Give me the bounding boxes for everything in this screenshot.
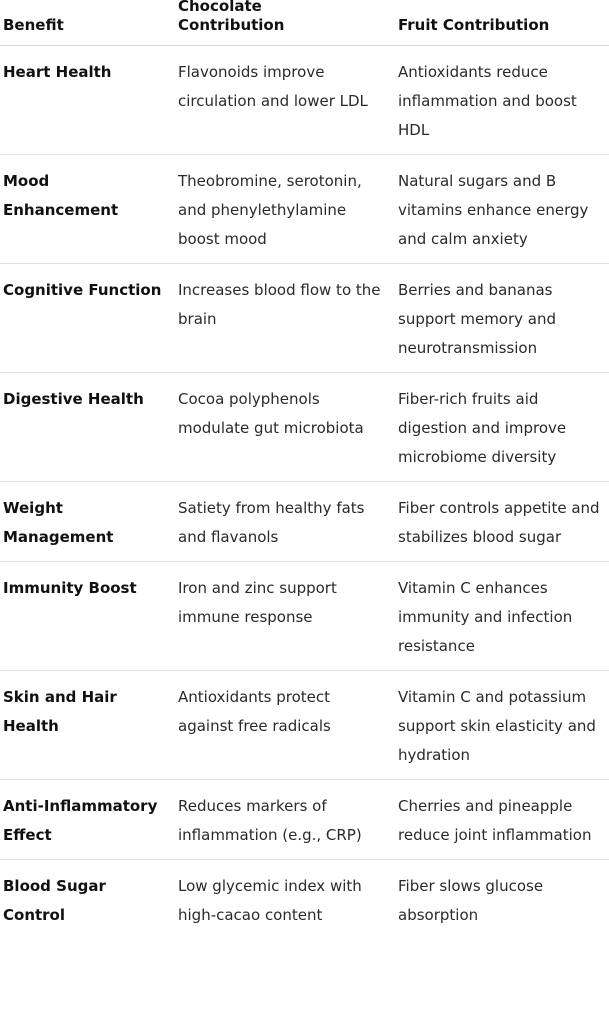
benefit-cell: Anti-Inflammatory Effect <box>3 797 158 844</box>
benefit-cell: Digestive Health <box>3 390 144 408</box>
benefit-cell: Heart Health <box>3 63 112 81</box>
chocolate-cell: Satiety from healthy fats and flavanols <box>178 499 365 546</box>
table-row <box>0 860 609 939</box>
chocolate-cell: Increases blood flow to the brain <box>178 281 381 328</box>
chocolate-cell: Flavonoids improve circulation and lower LDL <box>178 63 368 110</box>
chocolate-cell: Cocoa polyphenols modulate gut microbiota <box>178 390 364 437</box>
header-benefit: Benefit <box>3 16 64 34</box>
table-row <box>0 373 609 482</box>
benefit-cell: Mood Enhancement <box>3 172 119 219</box>
chocolate-cell: Iron and zinc support immune response <box>178 579 337 626</box>
table-row <box>0 155 609 264</box>
chocolate-cell: Reduces markers of inflammation (e.g., CRP) <box>178 797 362 844</box>
table-row <box>0 264 609 373</box>
fruit-cell: Antioxidants reduce inflammation and boost HDL <box>398 63 577 139</box>
fruit-cell: Cherries and pineapple reduce joint inflammation <box>398 797 592 844</box>
table-header <box>0 0 609 46</box>
table-row <box>0 780 609 860</box>
benefit-cell: Cognitive Function <box>3 281 162 299</box>
fruit-cell: Vitamin C enhances immunity and infection resistance <box>398 579 573 655</box>
fruit-cell: Fiber controls appetite and stabilizes blood sugar <box>398 499 600 546</box>
fruit-cell: Fiber-rich fruits aid digestion and improve microbiome diversity <box>398 390 567 466</box>
chocolate-cell: Low glycemic index with high-cacao content <box>178 877 362 924</box>
benefit-cell: Blood Sugar Control <box>3 877 106 924</box>
benefit-cell: Immunity Boost <box>3 579 137 597</box>
chocolate-cell: Antioxidants protect against free radicals <box>178 688 331 735</box>
table-row <box>0 482 609 562</box>
table-row <box>0 46 609 155</box>
fruit-cell: Natural sugars and B vitamins enhance energy and calm anxiety <box>398 172 589 248</box>
header-chocolate-contribution: Chocolate Contribution <box>178 0 285 34</box>
benefit-cell: Weight Management <box>3 499 114 546</box>
fruit-cell: Vitamin C and potassium support skin elasticity and hydration <box>398 688 596 764</box>
benefit-cell: Skin and Hair Health <box>3 688 117 735</box>
table-row <box>0 671 609 780</box>
header-fruit-contribution: Fruit Contribution <box>398 16 550 34</box>
chocolate-cell: Theobromine, serotonin, and phenylethylamine boost mood <box>178 172 362 248</box>
fruit-cell: Fiber slows glucose absorption <box>398 877 544 924</box>
fruit-cell: Berries and bananas support memory and neurotransmission <box>398 281 557 357</box>
table-row <box>0 562 609 671</box>
